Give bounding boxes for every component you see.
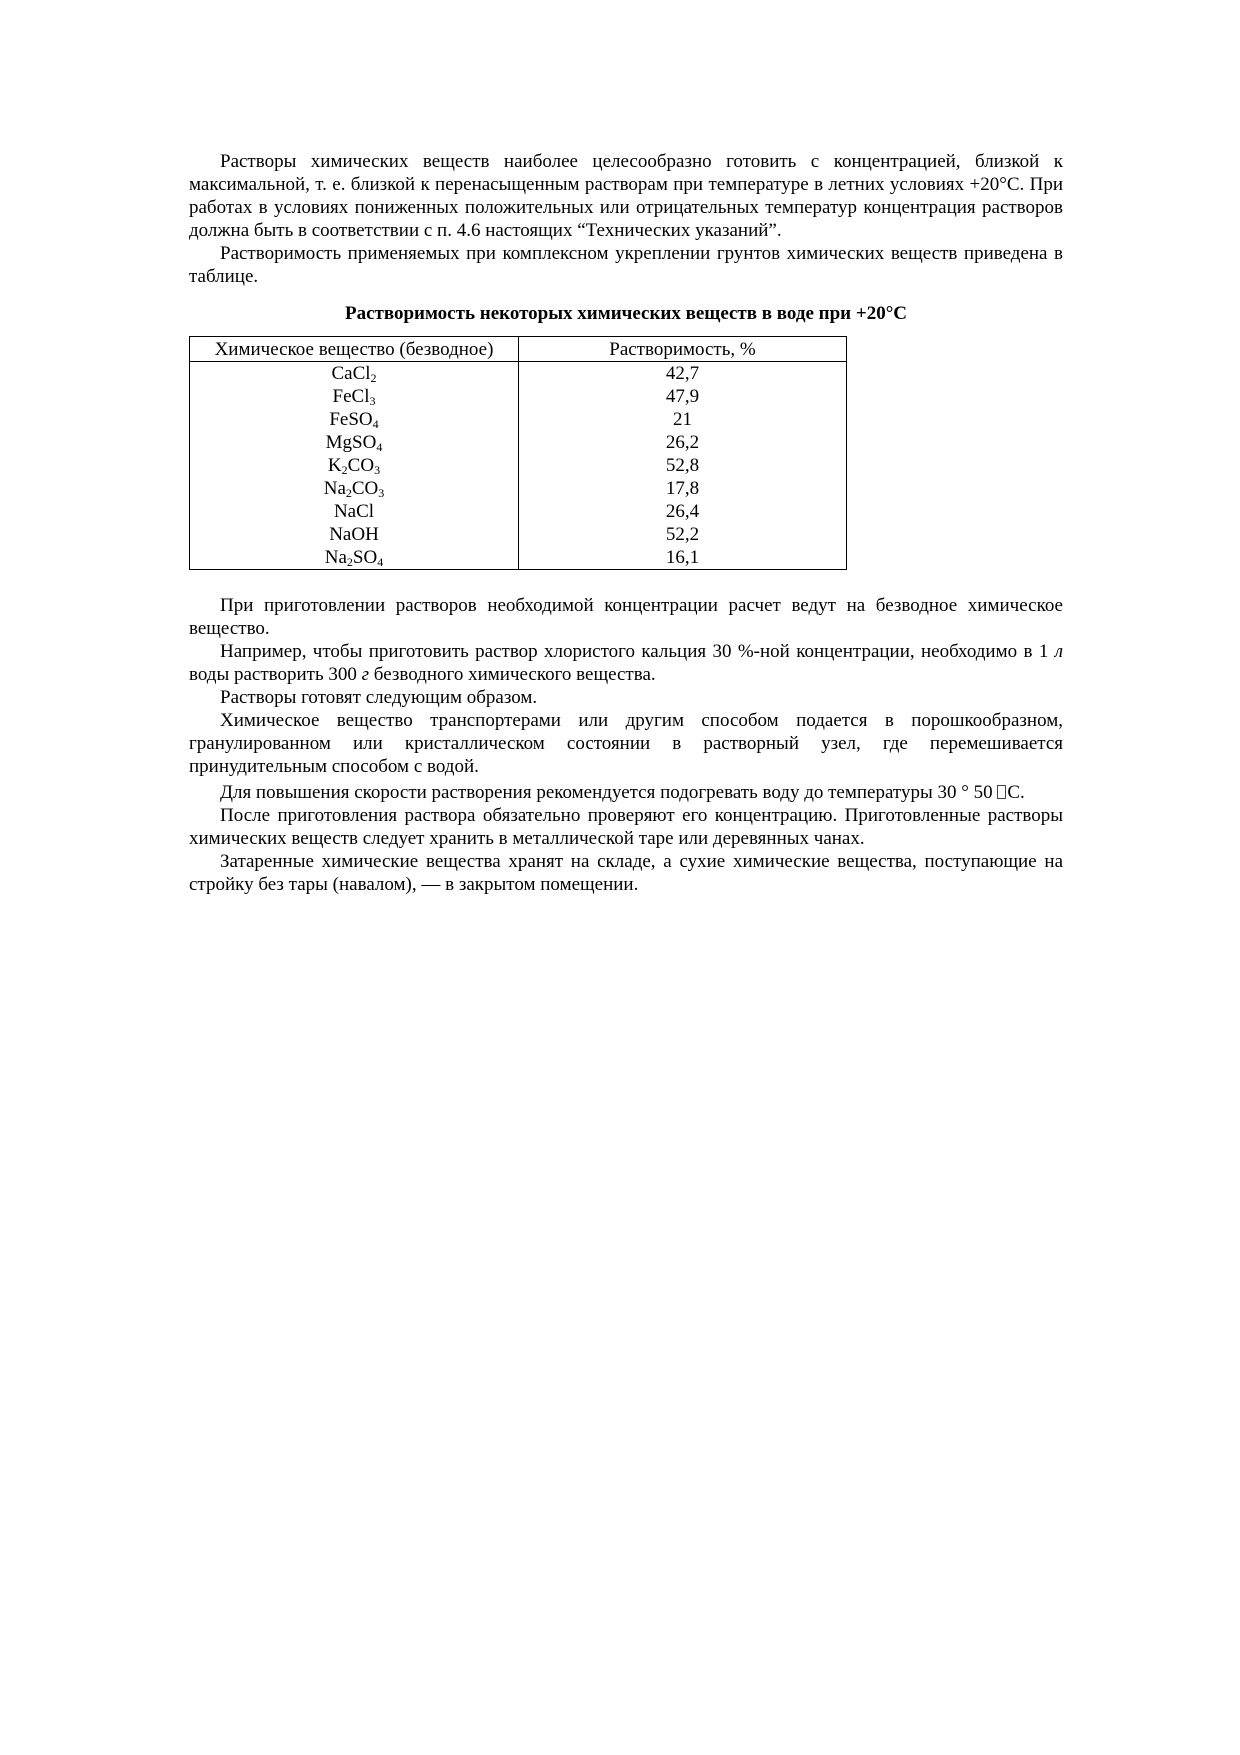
table-row	[190, 546, 847, 570]
paragraph-anhydrous: При приготовлении растворов необходимой концентрации расчет ведут на безводное химическое вещество.	[189, 595, 1063, 639]
solubility-cell: 42,7	[519, 362, 847, 386]
example-text-1: Например, чтобы приготовить раствор хлористого кальция 30 %-ной концентрации, необходимо в 1	[220, 641, 1055, 662]
substance-cell	[190, 431, 519, 454]
paragraph-heating	[189, 781, 1063, 804]
solubility-cell: 21	[519, 408, 847, 431]
table-title: Растворимость некоторых химических веществ в воде при +20°С	[344, 303, 908, 324]
formula-subscript: 2	[370, 371, 377, 385]
formula-subscript: 4	[376, 440, 383, 454]
formula-text: FeSO	[329, 409, 373, 430]
table-body	[190, 362, 847, 570]
paragraph-solubility-intro: Растворимость применяемых при комплексном укреплении грунтов химических веществ приведена в таблице.	[189, 243, 1063, 287]
formula-subscript: 3	[378, 486, 385, 500]
substance-cell	[190, 385, 519, 408]
substance-cell	[190, 477, 519, 500]
table-row	[190, 362, 847, 386]
formula-text: FeCl	[332, 386, 370, 407]
table-row	[190, 408, 847, 431]
document-page	[189, 150, 1063, 896]
substance-cell	[190, 454, 519, 477]
formula-text: SO	[352, 547, 378, 568]
substance-cell	[190, 362, 519, 386]
formula-text: NaCl	[333, 501, 375, 522]
solubility-cell: 52,2	[519, 523, 847, 546]
paragraph-storage: Затаренные химические вещества хранят на складе, а сухие химические вещества, поступающие на стройку без тары (навалом), — в закрытом помещении.	[189, 851, 1063, 895]
formula-text: CaCl	[331, 363, 371, 384]
formula-text: CO	[347, 455, 375, 476]
paragraph-check: После приготовления раствора обязательно проверяют его концентрацию. Приготовленные растворы химических веществ следует хранить в металлической таре или деревянных чанах.	[189, 805, 1063, 849]
solubility-cell: 16,1	[519, 546, 847, 570]
substance-cell	[190, 546, 519, 570]
substance-cell	[190, 500, 519, 523]
unit-gram: г	[361, 664, 370, 685]
formula-subscript: 3	[374, 463, 381, 477]
header-substance: Химическое вещество (безводное)	[190, 337, 519, 362]
example-text-2: воды растворить 300	[189, 664, 362, 685]
table-row	[190, 454, 847, 477]
formula-text: CO	[351, 478, 379, 499]
heating-text: Для повышения скорости растворения рекомендуется подогревать воду до температуры 30 ° 50	[220, 782, 998, 803]
formula-subscript: 4	[372, 417, 379, 431]
formula-text: Na	[324, 547, 347, 568]
table-row	[190, 385, 847, 408]
substance-cell	[190, 523, 519, 546]
header-solubility: Растворимость, %	[519, 337, 847, 362]
unit-liter: л	[1054, 641, 1063, 662]
solubility-cell: 47,9	[519, 385, 847, 408]
table-row	[190, 477, 847, 500]
table-row	[190, 431, 847, 454]
formula-subscript: 2	[346, 555, 353, 569]
formula-text: MgSO	[325, 432, 377, 453]
formula-subscript: 3	[369, 394, 376, 408]
formula-subscript: 4	[377, 555, 384, 569]
paragraph-example	[189, 640, 1063, 686]
solubility-cell: 26,4	[519, 500, 847, 523]
formula-subscript: 2	[341, 463, 348, 477]
solubility-cell: 26,2	[519, 431, 847, 454]
missing-glyph-icon	[997, 785, 1006, 799]
table-row	[190, 500, 847, 523]
solubility-cell: 17,8	[519, 477, 847, 500]
example-text-3: безводного химического вещества.	[369, 664, 656, 685]
formula-text: NaOH	[329, 524, 379, 545]
formula-text: K	[327, 455, 342, 476]
solubility-cell: 52,8	[519, 454, 847, 477]
table-row	[190, 523, 847, 546]
table-header-row	[190, 337, 847, 362]
formula-text: Na	[323, 478, 346, 499]
paragraph-preparation: Растворы готовят следующим образом.	[220, 687, 538, 708]
formula-subscript: 2	[345, 486, 352, 500]
paragraph-transport: Химическое вещество транспортерами или другим способом подается в порошкообразном, гранулированном или кристаллическом состоянии в растворный узел, где перемешивается принудительным способом с водой.	[189, 710, 1063, 777]
substance-cell	[190, 408, 519, 431]
solubility-table	[189, 336, 847, 570]
paragraph-concentration: Растворы химических веществ наиболее целесообразно готовить с концентрацией, близкой к максимальной, т. е. близкой к перенасыщенным растворам при температуре в летних условиях +20°С. При работах в условиях пониженных положительных или отрицательных температур концентрация растворов должна быть в соответствии с п. 4.6 настоящих “Технических указаний”.	[189, 151, 1063, 241]
heating-unit: С.	[1007, 782, 1025, 803]
